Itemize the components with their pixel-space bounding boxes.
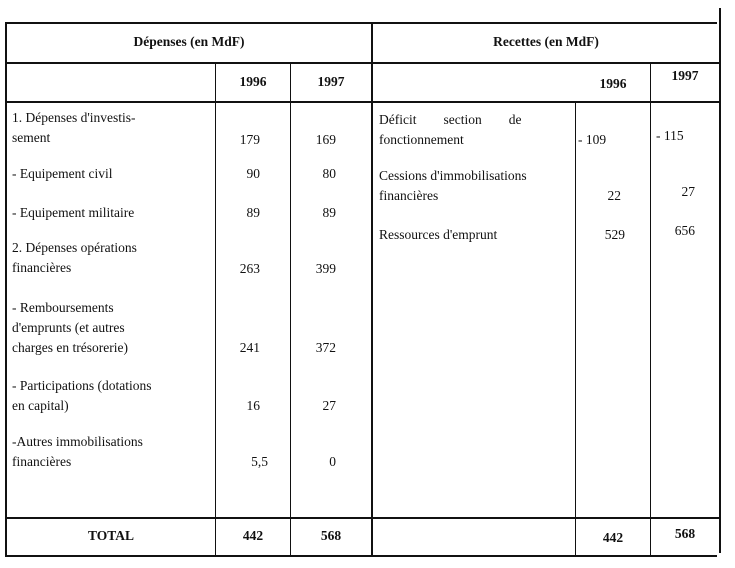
dep-value-1997: 169 [315,132,336,147]
dep-value-1996: 5,5 [251,454,268,469]
dep-value-1997: 89 [322,205,336,220]
rec-year-1997: 1997 [671,68,699,83]
rec-label: Ressources d'emprunt [379,227,498,242]
rec-label: Cessions d'immobilisations financières [379,168,527,203]
recettes-title: Recettes (en MdF) [493,34,599,49]
dep-value-1996: 263 [239,261,260,276]
total-rec-1997: 568 [674,526,696,541]
dep-value-1996: 89 [246,205,260,220]
rule-top [5,22,717,24]
depenses-title: Dépenses (en MdF) [133,34,245,49]
rule-header [5,62,719,64]
rec-value-1997: 27 [681,184,695,199]
total-dep-1997: 568 [320,528,342,543]
rec-value-1997: - 115 [656,128,684,143]
dep-label: - Equipement civil [12,166,113,181]
col-line [650,62,651,557]
dep-value-1996: 90 [246,166,260,181]
dep-label: - Equipement militaire [12,205,135,220]
dep-value-1997: 80 [322,166,336,181]
col-line [575,102,576,557]
rec-label: Déficit section de fonctionnement [379,112,522,147]
total-rec-1996: 442 [602,530,624,545]
rec-year-1996: 1996 [599,76,627,91]
rec-value-1996: - 109 [578,132,607,147]
dep-value-1996: 16 [246,398,260,413]
col-line [719,8,721,553]
dep-year-1997: 1997 [317,74,345,89]
dep-label: 1. Dépenses d'investis- sement [12,110,136,145]
rec-value-1996: 22 [607,188,621,203]
dep-value-1996: 179 [239,132,260,147]
dep-value-1997: 27 [322,398,336,413]
col-line [371,22,373,557]
dep-label: -Autres immobilisations financières [12,434,143,469]
dep-label: - Participations (dotations en capital) [12,378,152,413]
rec-value-1997: 656 [674,223,695,238]
dep-year-1996: 1996 [239,74,267,89]
dep-label: - Remboursements d'emprunts (et autres charges en trésorerie) [12,300,128,355]
total-label: TOTAL [87,528,135,543]
rec-value-1996: 529 [604,227,625,242]
rule-years [5,101,719,103]
rule-total [5,517,719,519]
col-line [5,22,7,557]
dep-label: 2. Dépenses opérations financières [12,240,137,275]
dep-value-1997: 372 [315,340,336,355]
dep-value-1997: 0 [329,454,336,469]
rule-bottom [5,555,717,557]
dep-value-1996: 241 [239,340,260,355]
total-dep-1996: 442 [242,528,264,543]
dep-value-1997: 399 [315,261,336,276]
